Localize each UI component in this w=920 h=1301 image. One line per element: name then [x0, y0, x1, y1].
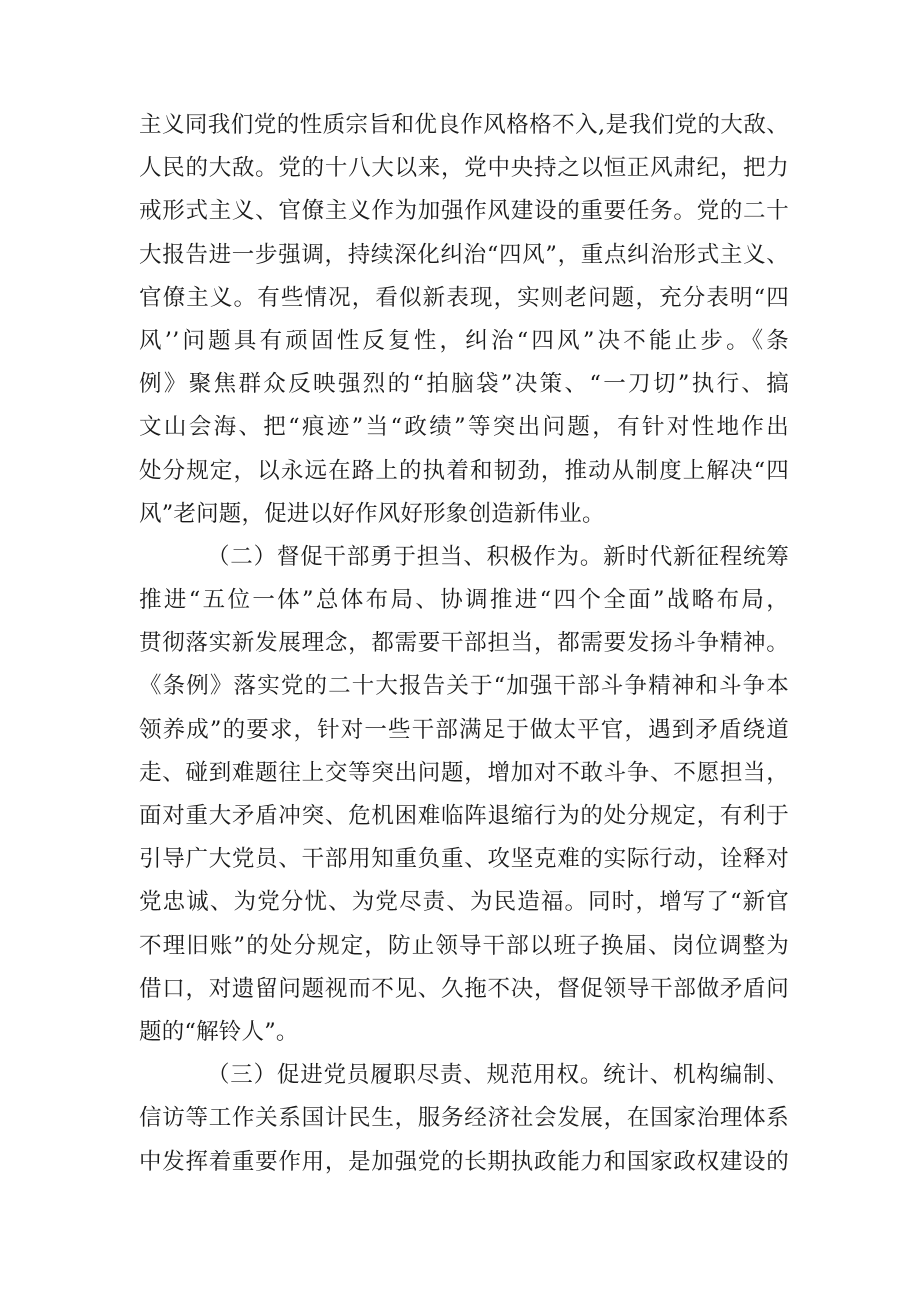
text-line: 面对重大矛盾冲突、危机困难临阵退缩行为的处分规定，有利于 — [139, 803, 789, 829]
text-line: 领养成”的要求，针对一些干部满足于做太平官，遇到矛盾绕道 — [139, 716, 789, 743]
text-line: 主义同我们党的性质宗旨和优良作风格格不入,是我们党的大敌、 — [139, 112, 789, 138]
text-line: 信访等工作关系国计民生，服务经济社会发展，在国家治理体系 — [139, 1105, 789, 1132]
text-line: 不理旧账”的处分规定，防止领导干部以班子换届、岗位调整为 — [139, 932, 789, 959]
text-line: 文山会海、把“痕迹”当“政绩”等突出问题，有针对性地作出 — [139, 414, 789, 441]
text-line: 中发挥着重要作用，是加强党的长期执政能力和国家政权建设的 — [139, 1148, 789, 1175]
text-line: 处分规定，以永远在路上的执着和韧劲，推动从制度上解决“四 — [139, 457, 789, 484]
text-line: 官僚主义。有些情况，看似新表现，实则老问题，充分表明“四 — [139, 284, 789, 311]
text-line: 借口，对遗留问题视而不见、久拖不决，督促领导干部做矛盾问 — [139, 975, 789, 1002]
text-line: 党忠诚、为党分忧、为党尽责、为民造福。同时，增写了“新官 — [139, 889, 789, 916]
text-line: 风”老问题，促进以好作风好形象创造新伟业。 — [139, 500, 605, 527]
text-line: （二）督促干部勇于担当、积极作为。新时代新征程统筹 — [207, 543, 789, 570]
text-line: 例》聚焦群众反映强烈的“拍脑袋”决策、“一刀切”执行、搞 — [139, 371, 789, 398]
text-line: 风’’问题具有顽固性反复性，纠治“四风”决不能止步。《条 — [139, 327, 789, 354]
text-line: 题的“解铃人”。 — [139, 1018, 299, 1045]
text-line: 引导广大党员、干部用知重负重、攻坚克难的实际行动，诠释对 — [139, 846, 789, 873]
text-line: 人民的大敌。党的十八大以来，党中央持之以恒正风肃纪，把力 — [139, 155, 789, 182]
text-line: 《条例》落实党的二十大报告关于“加强干部斗争精神和斗争本 — [139, 673, 789, 700]
text-line: 走、碰到难题往上交等突出问题，增加对不敢斗争、不愿担当， — [139, 759, 789, 786]
text-line: （三）促进党员履职尽责、规范用权。统计、机构编制、 — [207, 1062, 789, 1089]
text-line: 戒形式主义、官僚主义作为加强作风建设的重要任务。党的二十 — [139, 198, 789, 225]
text-line: 大报告进一步强调，持续深化纠治“四风”，重点纠治形式主义、 — [139, 241, 789, 268]
body-text — [139, 104, 789, 1184]
text-line: 贯彻落实新发展理念，都需要干部担当，都需要发扬斗争精神。 — [139, 630, 789, 657]
text-line: 推进“五位一体”总体布局、协调推进“四个全面”战略布局， — [139, 587, 789, 614]
